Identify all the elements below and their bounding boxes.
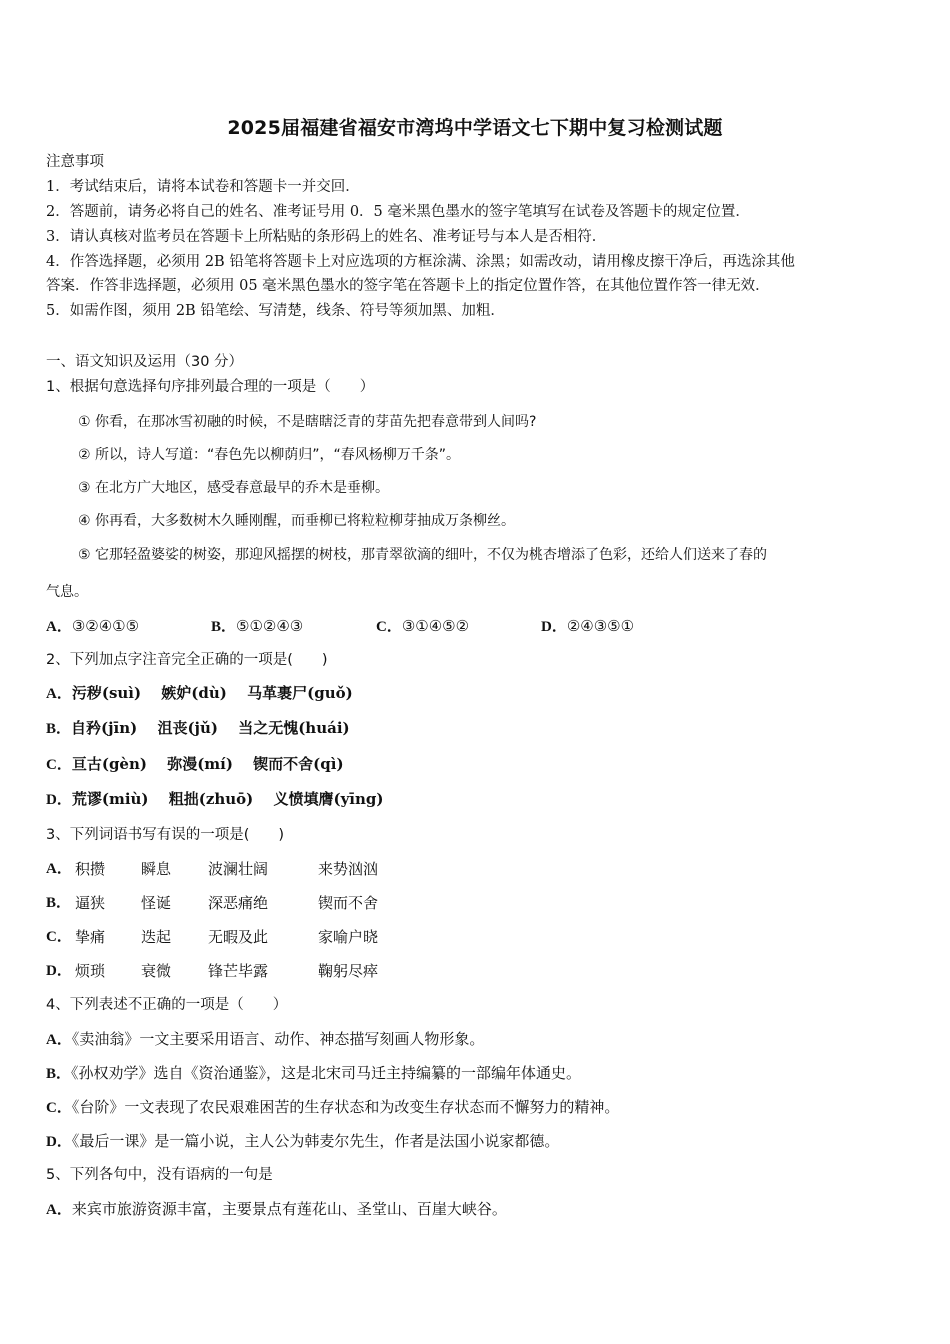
option-word: 锋芒毕露 xyxy=(208,962,269,980)
option-word: 迭起 xyxy=(141,928,172,946)
option-d[interactable] xyxy=(541,616,634,637)
option-c[interactable] xyxy=(46,1097,619,1118)
option-letter: A． xyxy=(46,686,72,702)
option-b[interactable] xyxy=(46,893,466,913)
notice-item: 1．考试结束后，请将本试卷和答题卡一并交回． xyxy=(46,179,360,195)
option-text: 来宾市旅游资源丰富，主要景点有莲花山、圣堂山、百崖大峡谷。 xyxy=(71,1200,507,1218)
option-text: ③②④①⑤ xyxy=(71,617,140,635)
option-c[interactable] xyxy=(46,927,466,947)
option-d[interactable] xyxy=(46,961,466,981)
question-4-stem: 4、下列表述不正确的一项是（ ） xyxy=(46,997,288,1013)
q1-sentence: ③ 在北方广大地区，感受春意最早的乔木是垂柳。 xyxy=(78,480,389,496)
option-d[interactable] xyxy=(46,789,384,810)
question-1-stem: 1、根据句意选择句序排列最合理的一项是（ ） xyxy=(46,379,375,395)
option-word: 挚痛 xyxy=(75,928,106,946)
option-word: 逼狭 xyxy=(75,894,106,912)
option-b[interactable] xyxy=(211,616,303,637)
option-letter: C． xyxy=(46,757,72,773)
option-letter: A． xyxy=(46,1032,72,1048)
option-d[interactable] xyxy=(46,1131,559,1152)
option-text: ③①④⑤② xyxy=(401,617,470,635)
option-a[interactable] xyxy=(46,616,139,637)
option-word: 鞠躬尽瘁 xyxy=(318,962,379,980)
option-letter: B． xyxy=(46,721,72,737)
option-letter: B． xyxy=(211,619,237,635)
option-letter: D． xyxy=(46,1134,72,1150)
question-2-stem: 2、下列加点字注音完全正确的一项是( ) xyxy=(46,652,328,668)
option-word: 积攒 xyxy=(75,860,106,878)
option-letter: C． xyxy=(376,619,402,635)
notice-heading: 注意事项 xyxy=(46,154,104,170)
question-3-stem: 3、下列词语书写有误的一项是( ) xyxy=(46,827,285,843)
notice-item: 3．请认真核对监考员在答题卡上所粘贴的条形码上的姓名、准考证号与本人是否相符． xyxy=(46,229,607,245)
option-letter: C． xyxy=(46,929,72,945)
option-c[interactable] xyxy=(376,616,469,637)
option-word: 瞬息 xyxy=(141,860,172,878)
option-b[interactable] xyxy=(46,1063,581,1084)
option-word: 来势汹汹 xyxy=(318,860,379,878)
q1-sentence-continuation: 气息。 xyxy=(46,584,88,600)
option-a[interactable] xyxy=(46,683,353,704)
option-letter: D． xyxy=(46,963,72,979)
section-heading: 一、语文知识及运用（30 分） xyxy=(46,354,244,370)
option-text: 《卖油翁》一文主要采用语言、动作、神态描写刻画人物形象。 xyxy=(71,1030,485,1048)
option-word: 锲而不舍 xyxy=(318,894,379,912)
option-text: 《最后一课》是一篇小说，主人公为韩麦尔先生，作者是法国小说家都德。 xyxy=(71,1132,560,1150)
notice-item: 5．如需作图，须用 2B 铅笔绘、写清楚，线条、符号等须加黑、加粗． xyxy=(46,303,505,319)
q1-sentence: ④ 你再看，大多数树木久睡刚醒，而垂柳已将粒粒柳芽抽成万条柳丝。 xyxy=(78,513,515,529)
notice-item: 答案．作答非选择题，必须用 05 毫米黑色墨水的签字笔在答题卡上的指定位置作答，在其他位置作答一律无效． xyxy=(46,278,770,294)
option-c[interactable] xyxy=(46,754,344,775)
option-letter: C． xyxy=(46,1100,72,1116)
option-text: ⑤①②④③ xyxy=(236,617,304,635)
option-text: 污秽(suì) 嫉妒(dù) 马革裹尸(guǒ) xyxy=(71,684,353,702)
option-a[interactable] xyxy=(46,1199,507,1220)
option-word: 深恶痛绝 xyxy=(208,894,269,912)
question-5-stem: 5、下列各句中，没有语病的一句是 xyxy=(46,1167,273,1183)
option-a[interactable] xyxy=(46,859,466,879)
option-letter: A． xyxy=(46,1202,72,1218)
option-word: 怪诞 xyxy=(141,894,172,912)
option-letter: A． xyxy=(46,861,72,877)
option-word: 衰微 xyxy=(141,962,172,980)
option-text: 《孙权劝学》选自《资治通鉴》，这是北宋司马迁主持编纂的一部编年体通史。 xyxy=(71,1064,582,1082)
option-word: 烦琐 xyxy=(75,962,106,980)
option-letter: D． xyxy=(541,619,567,635)
option-b[interactable] xyxy=(46,718,350,739)
option-letter: B． xyxy=(46,1066,72,1082)
q1-sentence: ② 所以，诗人写道：“春色先以柳荫归”，“春风杨柳万千条”。 xyxy=(78,447,461,463)
option-text: 荒谬(miù) 粗拙(zhuō) 义愤填膺(yīng) xyxy=(71,790,384,808)
option-text: 自矜(jīn) 沮丧(jǔ) 当之无愧(huái) xyxy=(71,719,350,737)
notice-item: 2．答题前，请务必将自己的姓名、准考证号用 0．5 毫米黑色墨水的签字笔填写在试卷及答题卡的规定位置． xyxy=(46,204,750,220)
q1-options xyxy=(46,616,746,636)
option-word: 波澜壮阔 xyxy=(208,860,269,878)
q1-sentence: ① 你看，在那冰雪初融的时候，不是瞎瞎泛青的芽苗先把春意带到人间吗? xyxy=(78,414,537,430)
option-letter: D． xyxy=(46,792,72,808)
option-text: 《台阶》一文表现了农民艰难困苦的生存状态和为改变生存状态而不懈努力的精神。 xyxy=(71,1098,620,1116)
option-text: ②④③⑤① xyxy=(566,617,635,635)
q1-sentence: ⑤ 它那轻盈婆娑的树姿，那迎风摇摆的树枝，那青翠欲滴的细叶，不仅为桃杏增添了色彩，还给人们送来了春的 xyxy=(78,547,767,563)
option-a[interactable] xyxy=(46,1029,484,1050)
option-word: 家喻户晓 xyxy=(318,928,379,946)
notice-item: 4．作答选择题，必须用 2B 铅笔将答题卡上对应选项的方框涂满、涂黑；如需改动，请用橡皮擦干净后，再选涂其他 xyxy=(46,254,795,270)
option-letter: A． xyxy=(46,619,72,635)
page-title: 2025届福建省福安市湾坞中学语文七下期中复习检测试题 xyxy=(227,117,723,139)
option-letter: B． xyxy=(46,895,72,911)
option-text: 亘古(gèn) 弥漫(mí) 锲而不舍(qì) xyxy=(71,755,344,773)
option-word: 无暇及此 xyxy=(208,928,269,946)
